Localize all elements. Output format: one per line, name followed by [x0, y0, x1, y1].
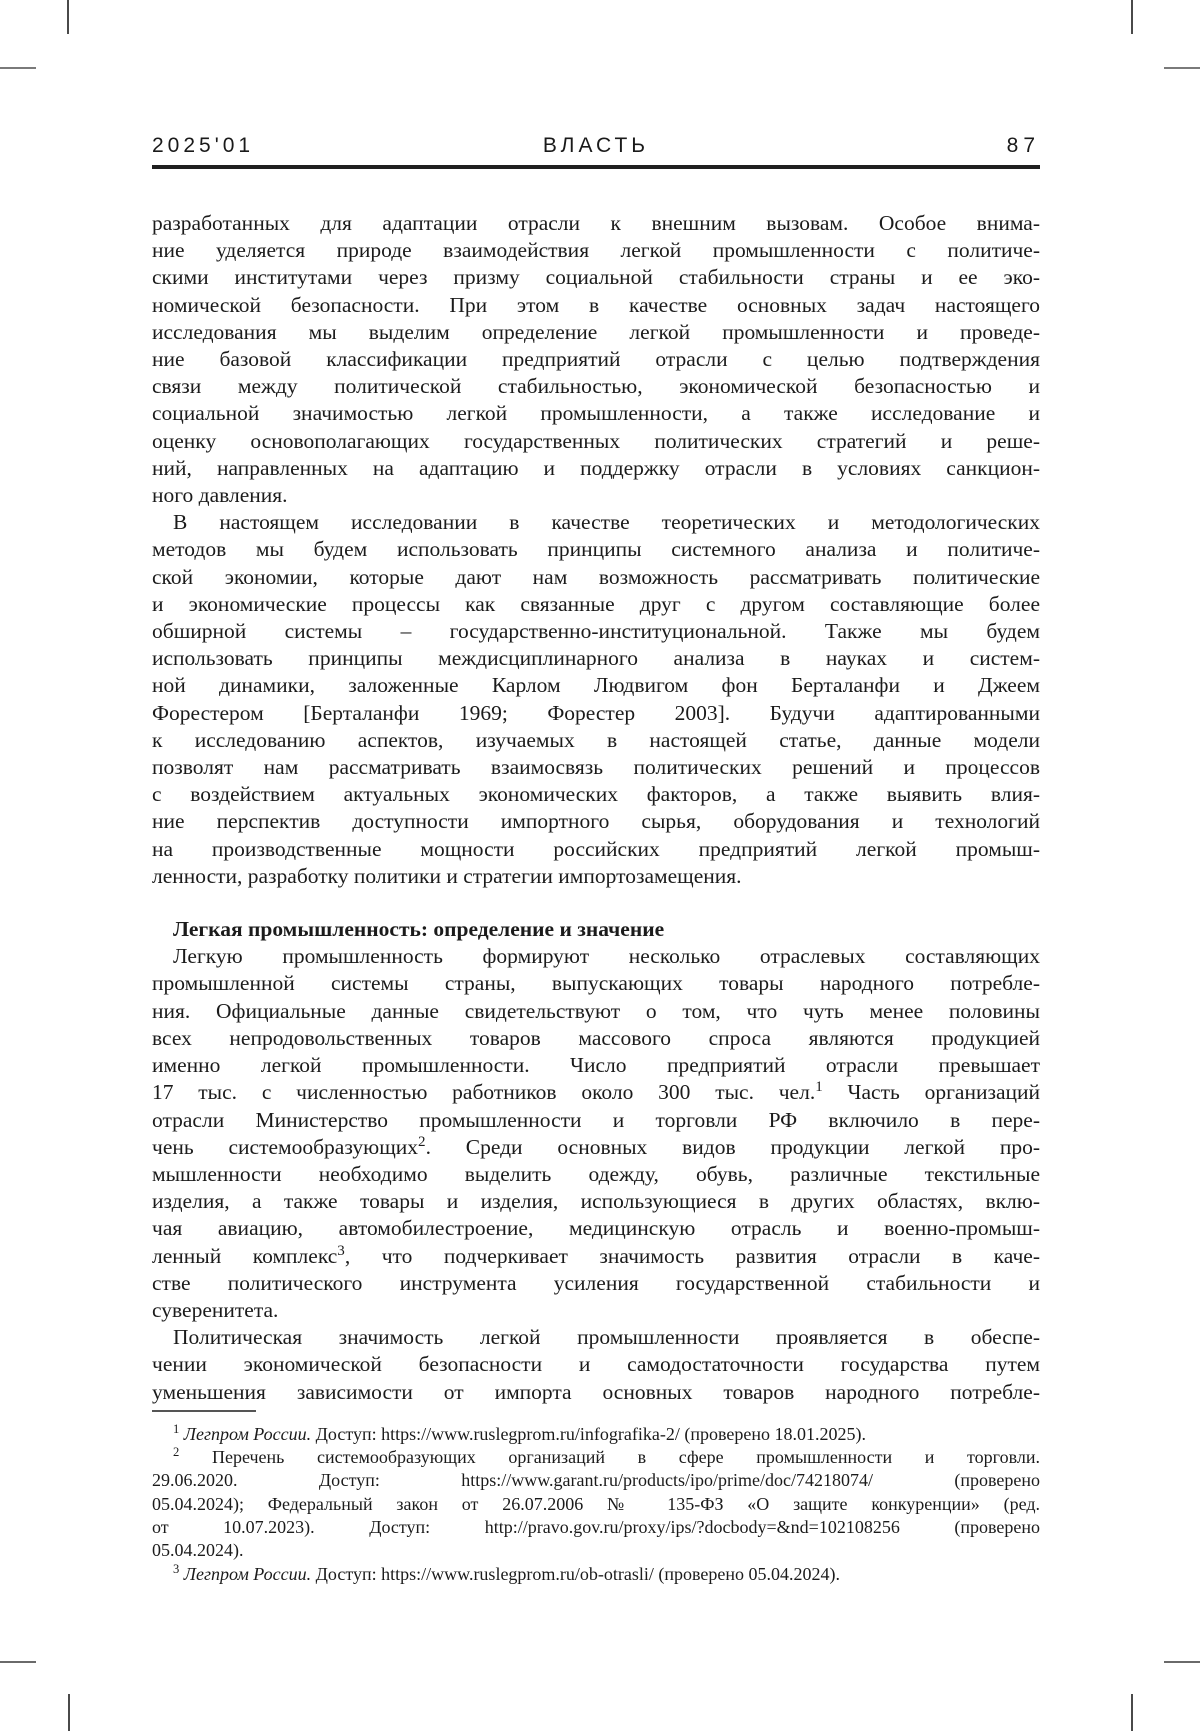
paragraph-line: ние базовой классификации предприятий отрасли с целью подтверждения: [152, 347, 1040, 372]
crop-mark-top-left-vertical: [67, 0, 69, 34]
paragraph-line: оценку основополагающих государственных политических стратегий и реше-: [152, 428, 1040, 453]
crop-mark-top-left-horizontal: [0, 67, 36, 69]
crop-mark-bottom-right-horizontal: [1164, 1661, 1200, 1663]
paragraph-line: В настоящем исследовании в качестве теоретических и методологических: [173, 510, 1040, 535]
paragraph-line: уменьшения зависимости от импорта основных товаров народного потребле-: [152, 1379, 1040, 1404]
paragraph-line: ние уделяется природе взаимодействия легкой промышленности с политиче-: [152, 238, 1040, 263]
paragraph-line: и экономические процессы как связанные друг с другом составляющие более: [152, 591, 1040, 616]
crop-mark-bottom-left-vertical: [68, 1694, 70, 1731]
paragraph-line: 17 тыс. с численностью работников около 300 тыс. чел.$^1$ Часть организаций: [152, 1079, 1041, 1105]
paragraph-line: отрасли Министерство промышленности и торговли РФ включило в пере-: [152, 1107, 1040, 1132]
footnote-line: $^2$ Перечень системообразующих организаций в сфере промышленности и торговли.: [173, 1445, 1040, 1468]
paragraph-line: ленный комплекс$^3$, что подчеркивает значимость развития отрасли в каче-: [152, 1242, 1040, 1268]
section-heading: Легкая промышленность: определение и значение: [173, 917, 665, 942]
footnote-line: $^1$ Легпром России. Доступ: https://www.ruslegprom.ru/infografika-2/ (проверено 18.01.2025).: [173, 1421, 867, 1444]
paragraph-line: исследования мы выделим определение легкой промышленности и проведе-: [152, 319, 1040, 344]
footnote-line: 05.04.2024); Федеральный закон от 26.07.2006 № 135-ФЗ «О защите конкуренции» (ред.: [152, 1493, 1040, 1514]
paragraph-line: Легкую промышленность формируют несколько отраслевых составляющих: [173, 944, 1040, 969]
footnote-line: $^3$ Легпром России. Доступ: https://www.ruslegprom.ru/ob-otrasli/ (проверено 05.04.2024).: [173, 1561, 841, 1584]
paragraph-line: обширной системы – государственно-институциональной. Также мы будем: [152, 619, 1040, 644]
paragraph-line: изделия, а также товары и изделия, использующиеся в других областях, вклю-: [152, 1189, 1040, 1214]
paragraph-line: разработанных для адаптации отрасли к внешним вызовам. Особое внима-: [152, 211, 1040, 235]
paragraph-line: промышленной системы страны, выпускающих товары народного потребле-: [152, 971, 1040, 996]
paragraph-line: социальной значимостью легкой промышленности, а также исследование и: [152, 401, 1040, 426]
paragraph-line: с воздействием актуальных экономических факторов, а также выявить влия-: [152, 782, 1040, 807]
running-header: [152, 134, 1040, 158]
footnotes-section: [152, 1410, 1040, 1586]
paragraph-line: использовать принципы междисциплинарного анализа в науках и систем-: [152, 646, 1040, 671]
paragraph-line: именно легкой промышленности. Число предприятий отрасли превышает: [152, 1053, 1040, 1078]
footnote-line: 05.04.2024).: [152, 1540, 244, 1561]
paragraph-line: чении экономической безопасности и самодостаточности государства путем: [152, 1352, 1040, 1377]
paragraph-line: позволят нам рассматривать взаимосвязь политических решений и процессов: [152, 755, 1040, 780]
paragraph-line: ний, направленных на адаптацию и поддержку отрасли в условиях санкцион-: [152, 455, 1040, 480]
header-issue: 2025'01: [152, 134, 255, 157]
paragraph-line: номической безопасности. При этом в качестве основных задач настоящего: [152, 292, 1040, 317]
page-content: [152, 134, 1040, 1586]
header-rule: [152, 165, 1040, 169]
crop-mark-bottom-left-horizontal: [0, 1661, 36, 1663]
paragraph-line: методов мы будем использовать принципы системного анализа и политиче-: [152, 537, 1040, 562]
footnote-line: 29.06.2020. Доступ: https://www.garant.ru/products/ipo/prime/doc/74218074/ (проверено: [152, 1470, 1040, 1491]
paragraph-line: стве политического инструмента усиления государственной стабильности и: [152, 1270, 1040, 1295]
footnote-line: от 10.07.2023). Доступ: http://pravo.gov.ru/proxy/ips/?docbody=&nd=102108256 (проверено: [152, 1516, 1040, 1537]
header-journal-title: ВЛАСТЬ: [542, 134, 650, 157]
paragraph-line: к исследованию аспектов, изучаемых в настоящей статье, данные модели: [152, 727, 1040, 752]
paragraph-line: скими институтами через призму социальной стабильности страны и ее эко-: [152, 265, 1040, 290]
paragraph-line: ленности, разработку политики и стратегии импортозамещения.: [152, 863, 742, 888]
paragraph-line: Политическая значимость легкой промышленности проявляется в обеспе-: [173, 1325, 1040, 1350]
paragraph-line: связи между политической стабильностью, экономической безопасностью и: [152, 374, 1040, 399]
footnote-body: [152, 1423, 1040, 1586]
crop-mark-bottom-right-vertical: [1131, 1694, 1133, 1731]
paragraph-line: чая авиацию, автомобилестроение, медицинскую отрасль и военно-промыш-: [152, 1216, 1040, 1241]
paragraph-line: ного давления.: [152, 483, 288, 508]
paragraph-line: мышленности необходимо выделить одежду, обувь, различные текстильные: [152, 1161, 1040, 1186]
paragraph-line: ние перспектив доступности импортного сырья, оборудования и технологий: [152, 809, 1040, 834]
paragraph-line: всех непродовольственных товаров массового спроса являются продукцией: [152, 1025, 1040, 1050]
footnote-separator: [152, 1410, 256, 1412]
header-page-number: 87: [1006, 134, 1040, 157]
paragraph-line: ния. Официальные данные свидетельствуют о том, что чуть менее половины: [152, 998, 1040, 1023]
paragraph-line: на производственные мощности российских предприятий легкой промыш-: [152, 836, 1040, 861]
paragraph-line: ной динамики, заложенные Карлом Людвигом фон Берталанфи и Джеем: [152, 673, 1040, 698]
crop-mark-top-right-horizontal: [1164, 67, 1200, 69]
paragraph-line: чень системообразующих$^2$. Среди основных видов продукции легкой про-: [152, 1133, 1040, 1159]
paragraph-line: Форестером [Берталанфи 1969; Форестер 2003]. Будучи адаптированными: [152, 700, 1040, 725]
article-body: [152, 210, 1040, 1406]
crop-mark-top-right-vertical: [1131, 0, 1133, 34]
paragraph-line: суверенитета.: [152, 1297, 279, 1322]
paragraph-line: ской экономии, которые дают нам возможность рассматривать политические: [152, 564, 1040, 589]
